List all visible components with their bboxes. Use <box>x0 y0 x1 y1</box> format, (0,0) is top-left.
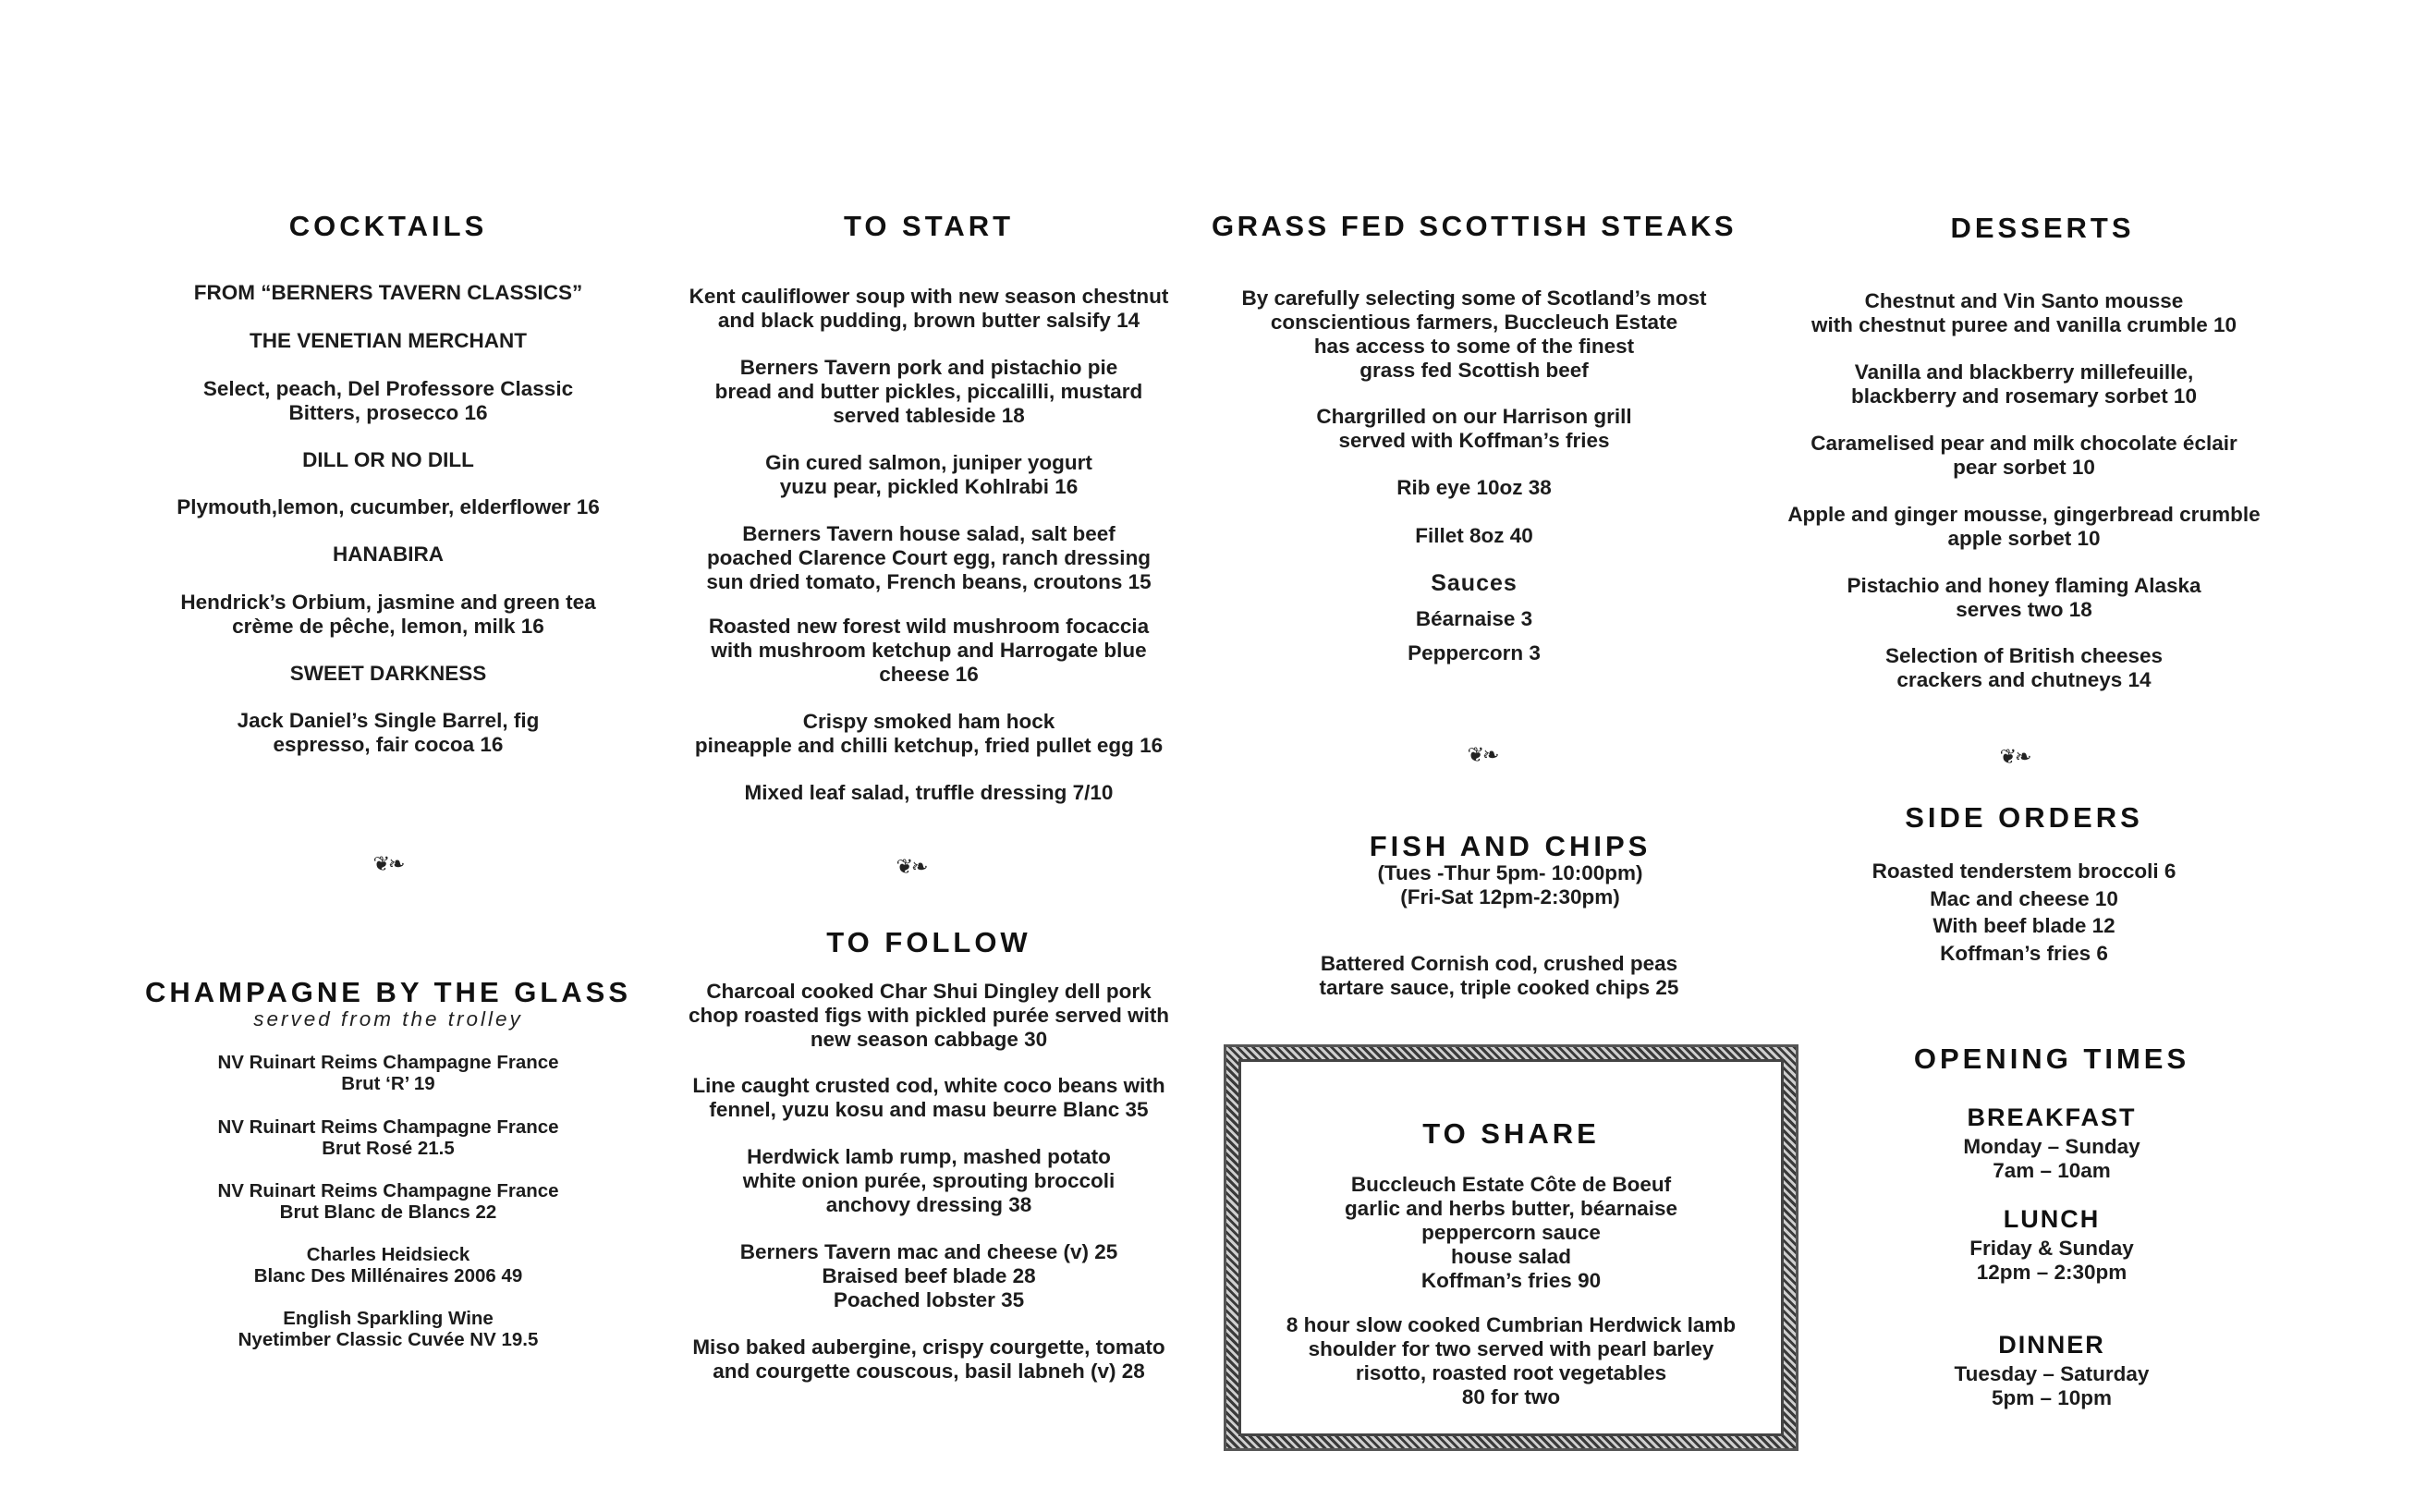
dessert-item-line: Pistachio and honey flaming Alaska <box>1847 574 2201 597</box>
menu-item-line: Herdwick lamb rump, mashed potato <box>747 1145 1111 1168</box>
cocktails-intro: FROM “BERNERS TAVERN CLASSICS” <box>193 281 583 304</box>
dessert-item-line: Caramelised pear and milk chocolate éclair <box>1810 432 2237 455</box>
cocktail-description <box>139 591 638 639</box>
steak-cut: Rib eye 10oz 38 <box>1396 476 1552 499</box>
lunch-time: 12pm – 2:30pm <box>1976 1261 2127 1284</box>
cocktail-name: SWEET DARKNESS <box>289 662 487 685</box>
steaks-intro-line: has access to some of the finest <box>1313 335 1635 358</box>
menu-item-line: pineapple and chilli ketchup, fried pullet egg 16 <box>694 734 1164 757</box>
champagne-item-line: NV Ruinart Reims Champagne France <box>217 1180 559 1201</box>
dinner-label: DINNER <box>1998 1331 2105 1359</box>
side-order-item: Mac and cheese 10 <box>1930 886 2118 910</box>
dinner-time: 5pm – 10pm <box>1991 1386 2113 1409</box>
menu-item-line: Berners Tavern house salad, salt beef <box>742 522 1116 545</box>
champagne-item-line: NV Ruinart Reims Champagne France <box>217 1116 559 1138</box>
menu-item-line: with mushroom ketchup and Harrogate blue <box>711 639 1147 662</box>
to-start-heading: TO START <box>843 210 1015 242</box>
steak-cut: Fillet 8oz 40 <box>1415 524 1533 547</box>
dessert-item-line: blackberry and rosemary sorbet 10 <box>1851 384 2197 408</box>
champagne-item-line: Brut Blanc de Blancs 22 <box>279 1201 497 1223</box>
menu-item-line: Crispy smoked ham hock <box>802 710 1055 733</box>
lunch-hours <box>1774 1237 2329 1285</box>
breakfast-hours <box>1774 1135 2329 1183</box>
cocktail-name: DILL OR NO DILL <box>302 448 474 471</box>
to-share-heading: TO SHARE <box>1422 1117 1600 1150</box>
cocktail-description <box>139 709 638 757</box>
to-share-section <box>1241 1062 1781 1433</box>
dessert-item <box>1756 432 2292 480</box>
dessert-item <box>1756 503 2292 551</box>
dessert-item-line: pear sorbet 10 <box>1953 456 2095 479</box>
champagne-item-line: NV Ruinart Reims Champagne France <box>217 1052 559 1073</box>
dessert-item <box>1756 289 2292 337</box>
dessert-item-line: serves two 18 <box>1956 598 2092 621</box>
cocktails-section <box>139 0 638 924</box>
sauces-heading: Sauces <box>1431 570 1518 596</box>
steaks-intro <box>1201 287 1747 383</box>
menu-item-line: Line caught crusted cod, white coco beans with <box>692 1074 1165 1097</box>
fish-and-chips-time-line: (Tues -Thur 5pm- 10:00pm) <box>1377 861 1643 884</box>
side-orders-section <box>1756 795 2292 980</box>
champagne-item-line: Brut ‘R’ 19 <box>341 1073 435 1094</box>
menu-item-line: sun dried tomato, French beans, croutons 15 <box>706 570 1152 593</box>
share-item <box>1241 1173 1781 1293</box>
menu-item <box>656 1074 1201 1122</box>
menu-item <box>656 522 1201 594</box>
cocktail-description <box>139 495 638 519</box>
breakfast-days: Monday – Sunday <box>1963 1135 2140 1158</box>
side-order-item: Roasted tenderstem broccoli 6 <box>1871 860 2176 883</box>
share-item-line: Koffman’s fries 90 <box>1420 1269 1602 1292</box>
dinner-hours <box>1774 1362 2329 1410</box>
dessert-item-line: apple sorbet 10 <box>1947 527 2101 550</box>
menu-item-line: new season cabbage 30 <box>810 1028 1048 1051</box>
dessert-item-line: Apple and ginger mousse, gingerbread crumble <box>1787 503 2261 526</box>
cocktail-desc-line: espresso, fair cocoa 16 <box>273 733 504 756</box>
steaks-intro-line: conscientious farmers, Buccleuch Estate <box>1270 311 1678 334</box>
opening-times-heading: OPENING TIMES <box>1913 1043 2190 1075</box>
menu-item-line: and black pudding, brown butter salsify 14 <box>717 309 1140 332</box>
champagne-item <box>139 1180 638 1223</box>
menu-item-line: Charcoal cooked Char Shui Dingley dell pork <box>706 980 1152 1003</box>
menu-item-line: cheese 16 <box>879 663 979 686</box>
menu-item-line: anchovy dressing 38 <box>825 1193 1032 1216</box>
fish-and-chips-dish <box>1222 952 1776 1000</box>
menu-item-line: Miso baked aubergine, crispy courgette, tomato <box>692 1335 1165 1359</box>
dessert-item <box>1756 644 2292 692</box>
share-item-line: risotto, roasted root vegetables <box>1355 1361 1667 1384</box>
champagne-item <box>139 1244 638 1286</box>
champagne-item <box>139 1308 638 1350</box>
menu-item <box>656 980 1201 1052</box>
share-item-line: 8 hour slow cooked Cumbrian Herdwick lamb <box>1286 1313 1737 1336</box>
desserts-section <box>1756 0 2292 739</box>
share-item-line: garlic and herbs butter, béarnaise <box>1344 1197 1678 1220</box>
side-orders-list <box>1756 858 2292 967</box>
dessert-item-line: Chestnut and Vin Santo mousse <box>1864 289 2184 312</box>
menu-item-line: Mixed leaf salad, truffle dressing 7/10 <box>744 781 1114 804</box>
share-item-line: 80 for two <box>1461 1385 1561 1408</box>
menu-item-line: Kent cauliflower soup with new season chestnut <box>689 285 1169 308</box>
menu-item-line: chop roasted figs with pickled purée served with <box>688 1004 1170 1027</box>
fish-and-chips-times <box>1233 861 1787 909</box>
dessert-item-line: crackers and chutneys 14 <box>1896 668 2152 691</box>
menu-item-line: served tableside 18 <box>833 404 1025 427</box>
share-item-line: peppercorn sauce <box>1421 1221 1601 1244</box>
menu-item-line: Roasted new forest wild mushroom focaccia <box>708 615 1150 638</box>
fish-and-chips-heading: FISH AND CHIPS <box>1369 830 1652 862</box>
steaks-intro-line: grass fed Scottish beef <box>1359 359 1589 382</box>
menu-item-line: Gin cured salmon, juniper yogurt <box>765 451 1092 474</box>
lunch-label: LUNCH <box>2003 1205 2101 1233</box>
lunch-days: Friday & Sunday <box>1969 1237 2134 1260</box>
to-follow-heading: TO FOLLOW <box>826 926 1031 958</box>
steaks-heading: GRASS FED SCOTTISH STEAKS <box>1211 210 1737 242</box>
cocktail-desc-line: crème de pêche, lemon, milk 16 <box>232 615 544 638</box>
dinner-days: Tuesday – Saturday <box>1954 1362 2150 1385</box>
cocktail-name: THE VENETIAN MERCHANT <box>249 329 527 352</box>
menu-item-line: white onion purée, sprouting broccoli <box>742 1169 1116 1192</box>
fish-and-chips-section <box>1233 823 1787 1007</box>
desserts-heading: DESSERTS <box>1950 212 2135 244</box>
side-order-item: With beef blade 12 <box>1932 914 2115 937</box>
champagne-section <box>139 961 638 1368</box>
opening-times-section <box>1774 1035 2329 1423</box>
champagne-item-line: Nyetimber Classic Cuvée NV 19.5 <box>238 1329 539 1350</box>
steaks-grill-note <box>1201 405 1747 453</box>
menu-item-line: Poached lobster 35 <box>833 1288 1025 1311</box>
champagne-item-line: Charles Heidsieck <box>306 1244 470 1265</box>
menu-item <box>656 1145 1201 1217</box>
breakfast-time: 7am – 10am <box>1993 1159 2111 1182</box>
champagne-item <box>139 1116 638 1159</box>
side-order-item: Koffman’s fries 6 <box>1940 941 2108 965</box>
ornament-divider: ❦❧ <box>896 855 927 878</box>
menu-item <box>656 710 1201 758</box>
menu-item-line: Berners Tavern pork and pistachio pie <box>739 356 1118 379</box>
cocktail-desc-line: Bitters, prosecco 16 <box>288 401 488 424</box>
menu-item <box>656 1335 1201 1384</box>
menu-item <box>656 285 1201 333</box>
share-item-line: shoulder for two served with pearl barley <box>1308 1337 1714 1360</box>
to-share-inner-border <box>1238 1059 1784 1436</box>
champagne-item-line: Blanc Des Millénaires 2006 49 <box>253 1265 523 1286</box>
menu-item-line: Berners Tavern mac and cheese (v) 25 <box>739 1240 1118 1263</box>
menu-item-line: Braised beef blade 28 <box>822 1264 1036 1287</box>
ornament-divider: ❦❧ <box>1467 743 1498 766</box>
dessert-item <box>1756 574 2292 622</box>
champagne-item <box>139 1052 638 1094</box>
dessert-item-line: with chestnut puree and vanilla crumble 10 <box>1810 313 2237 336</box>
to-follow-section <box>656 915 1201 1396</box>
menu-item-line: bread and butter pickles, piccalilli, mustard <box>714 380 1143 403</box>
ornament-divider: ❦❧ <box>372 852 404 875</box>
steaks-grill-line: Chargrilled on our Harrison grill <box>1316 405 1632 428</box>
menu-item-line: and courgette couscous, basil labneh (v) 28 <box>713 1360 1145 1383</box>
cocktail-desc-line: Hendrick’s Orbium, jasmine and green tea <box>180 591 596 614</box>
menu-item-line: yuzu pear, pickled Kohlrabi 16 <box>779 475 1079 498</box>
champagne-heading: CHAMPAGNE BY THE GLASS <box>144 976 632 1008</box>
sauce-item: Béarnaise 3 <box>1415 607 1533 630</box>
to-start-section <box>656 0 1201 832</box>
breakfast-label: BREAKFAST <box>1967 1104 2137 1131</box>
cocktail-desc-line: Select, peach, Del Professore Classic <box>202 377 574 400</box>
cocktail-desc-line: Plymouth,lemon, cucumber, elderflower 16 <box>177 495 600 518</box>
fish-and-chips-dish-line: Battered Cornish cod, crushed peas <box>1320 952 1678 975</box>
menu-item-line: fennel, yuzu kosu and masu beurre Blanc 35 <box>709 1098 1149 1121</box>
fish-and-chips-time-line: (Fri-Sat 12pm-2:30pm) <box>1400 885 1620 908</box>
ornament-divider: ❦❧ <box>1999 745 2030 768</box>
share-item-line: house salad <box>1450 1245 1572 1268</box>
menu-item <box>656 615 1201 687</box>
share-item-line: Buccleuch Estate Côte de Boeuf <box>1350 1173 1672 1196</box>
dessert-item <box>1756 360 2292 408</box>
sauce-item: Peppercorn 3 <box>1408 641 1541 665</box>
menu-item-line: poached Clarence Court egg, ranch dressing <box>706 546 1152 569</box>
menu-item <box>656 451 1201 499</box>
dessert-item-line: Selection of British cheeses <box>1884 644 2164 667</box>
champagne-item-line: English Sparkling Wine <box>283 1308 494 1329</box>
steaks-intro-line: By carefully selecting some of Scotland’s most <box>1241 287 1707 310</box>
cocktails-heading: COCKTAILS <box>288 210 488 242</box>
to-share-frame <box>1224 1044 1798 1451</box>
steaks-grill-line: served with Koffman’s fries <box>1338 429 1610 452</box>
champagne-item-line: Brut Rosé 21.5 <box>322 1138 455 1159</box>
cocktail-name: HANABIRA <box>333 543 444 566</box>
menu-item <box>656 781 1201 805</box>
menu-item <box>656 356 1201 428</box>
menu-item <box>656 1240 1201 1312</box>
champagne-subheading: served from the trolley <box>253 1007 523 1030</box>
fish-and-chips-dish-line: tartare sauce, triple cooked chips 25 <box>1319 976 1679 999</box>
dessert-item-line: Vanilla and blackberry millefeuille, <box>1854 360 2194 384</box>
steaks-section <box>1201 0 1747 739</box>
side-orders-heading: SIDE ORDERS <box>1905 801 2143 834</box>
share-item <box>1241 1313 1781 1409</box>
cocktail-desc-line: Jack Daniel’s Single Barrel, fig <box>237 709 540 732</box>
cocktail-description <box>139 377 638 425</box>
